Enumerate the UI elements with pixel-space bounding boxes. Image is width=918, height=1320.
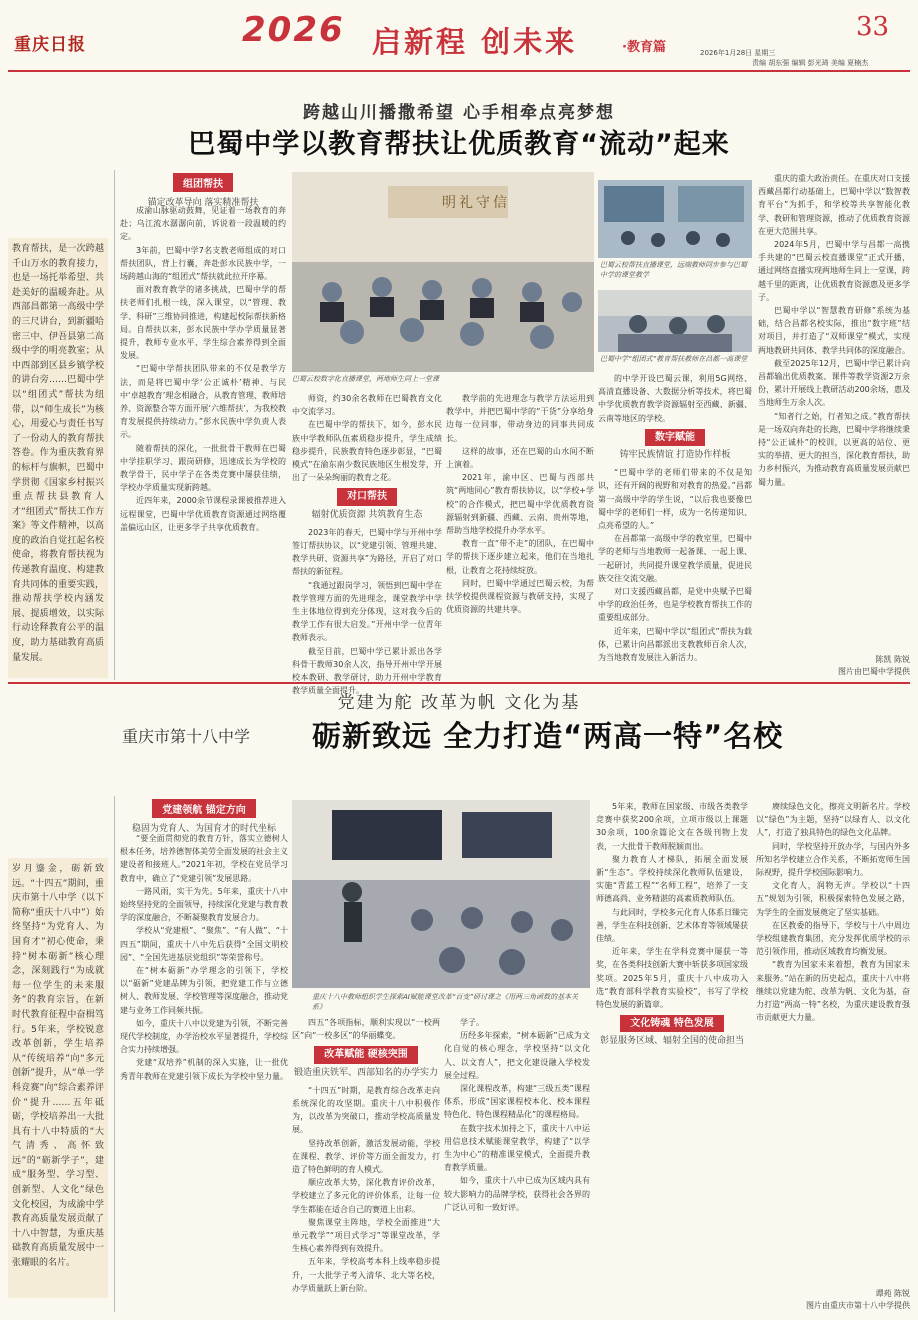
paragraph: 面对教育教学的诸多挑战，巴蜀中学的帮扶老师们扎根一线，深入课堂，以“管理、教学、科研”三维协同推进，构建起校际帮扶新格局。自帮扶以来，彭水民族中学办学质量显著提升，教师专业水平、学生综合素养得到全面发展。: [120, 285, 286, 361]
paragraph: “要全面贯彻党的教育方针，落实立德树人根本任务，培养德智体美劳全面发展的社会主义建设者和接班人。”2021年初，学校在党员学习教育中，确立了“党建引领”发展思路。: [120, 834, 288, 883]
paragraph: 聚焦课堂主阵地，学校全面推进“大单元教学”“项目式学习”等课堂改革，学生核心素养得到有效提升。: [292, 1217, 440, 1254]
paragraph: 如今，重庆十八中已成为区域内具有较大影响力的品牌学校，获得社会各界的广泛认可和一致好评。: [444, 1176, 590, 1212]
article1-main-photo: [292, 172, 594, 372]
paragraph: 历经多年探索，“树本砺新”已成为文化自觉的核心理念，学校坚持“以文化人、以文育人”，把文化建设融入学校发展全过程。: [444, 1031, 590, 1080]
paragraph: 2023年的春天，巴蜀中学与开州中学签订帮扶协议，以“党建引领、管理共建、教学共研、资源共享”为路径，开启了对口帮扶的新征程。: [292, 527, 442, 577]
slogan: 启新程 创未来: [372, 25, 578, 59]
paragraph: 截至目前，巴蜀中学已累计派出各学科骨干教师30余人次，指导开州中学开展校本教研、教学研讨，助力开州中学教育教学质量全面提升。: [292, 646, 442, 696]
paragraph: 随着帮扶的深化，一批批骨干教师在巴蜀中学挂职学习、跟岗研修，迅速成长为学校的教学骨干，民中学子在各类竞赛中屡获佳绩，学校办学质量实现新跨越。: [120, 443, 286, 493]
article1-photo-bottom: [598, 290, 752, 352]
paragraph: 教学前的先进理念与教学方法运用到教学中，并把巴蜀中学的“干货”分享给身边每一位同事，带动身边的同事共同成长。: [446, 394, 594, 443]
article2-column-4: [596, 800, 748, 1310]
article2-main-photo: [292, 800, 590, 988]
article1-column-1: [120, 204, 286, 678]
paragraph: 教育一直“带不走”的团队，在巴蜀中学的帮扶下逐步建立起来，他们在当地扎根，让教育之花持续绽放。: [446, 539, 594, 575]
paragraph: 近年来，巴蜀中学以“组团式”帮扶为载体，已累计向昌都派出支教教师百余人次，为当地教育发展注入新活力。: [598, 626, 752, 663]
article1-photo-credit: 图片由巴蜀中学提供: [838, 667, 910, 676]
paragraph: 顺应改革大势，深化教育评价改革，学校建立了多元化的评价体系，让每一位学生都能在适合自己的赛道上出彩。: [292, 1178, 440, 1214]
paragraph: 近年来，学生在学科竞赛中屡获一等奖，在各类科技创新大赛中斩获多项国家级奖项。2025年5月，重庆十八中成功入选“教育部科学教育实验校”，书写了学校特色发展的新篇章。: [596, 947, 748, 1010]
paragraph: 3年前，巴蜀中学7名支教老师组成的对口帮扶团队，背上行囊，奔赴彭水民族中学，一场跨越山海的“组团式”帮扶就此拉开序幕。: [120, 245, 286, 282]
paragraph: 学校从“党建根”、“聚焦”、“有人做”、“十四五”期间，重庆十八中先后获得“全国文明校园”、“全国先进基层党组织”等荣誉称号。: [120, 926, 288, 962]
article2-sidebar: 岁月鎏金，砺新致远。“十四五”期间，重庆市第十八中学（以下简称“重庆十八中”）始终坚持“为党育人、为国育才”初心使命，秉持“树本砺新”核心理念，深刻践行“为成就每一位学生的未来服务”的教育宗旨，在新时代教育征程中奋楫笃行。5年来，学校锐意改革创新，学生培养从“传统培养”向“多元创新”提升，从“单一学科竞赛”向“综合素养评价”提升……五年砥砺，学校培养出一大批具有十八中特质的“大气清秀、高怀致远”的“砺新学子”，建成“服务型、学习型、创新型、人文化”绿色文化校园，为成渝中学教育高质量发展贡献了十八中智慧，为重庆基础教育高质量发展中一张耀眼的名片。: [8, 858, 108, 1298]
paragraph: 截至2025年12月，巴蜀中学已累计向昌都输出优质教案、课件等教学资源2万余份，累计开展线上教研活动200余场，惠及当地师生万余人次。: [758, 358, 910, 408]
article1-photo-top-caption: 巴蜀云校帮扶直播课堂，远端教师同步参与巴蜀中学的课堂教学: [600, 261, 747, 279]
tag-subtitle: 稳固为党育人、为国育才的时代坐标: [131, 824, 276, 834]
paragraph: 在数字技术加持之下，重庆十八中运用信息技术赋能课堂教学，构建了“以学生为中心”的精准课堂模式，全面提升教育教学质量。: [444, 1123, 590, 1173]
tag-label: 改革赋能 硬核突围: [314, 1046, 417, 1063]
paragraph: “巴蜀中学帮扶团队带来的不仅是教学方法，而是将巴蜀中学‘公正诚朴’精神、与民中‘卓越教育’理念相融合，从教育管理、教师培养、资源整合等方面开展‘六维帮扶’，为我校教育发展提供持续动力。”彭水民族中学负责人表示。: [120, 364, 286, 440]
article2-tag-3: [596, 1015, 748, 1048]
article2-column-3: [444, 1016, 590, 1310]
remote-class-photo-graphic: [598, 180, 752, 258]
article2-tag-1: [118, 798, 290, 834]
article1-photo-top: [598, 180, 752, 258]
paragraph: “教育为国家未来着想，教育为国家未来服务。”站在新的历史起点，重庆十八中将继续以党建为舵、改革为帆、文化为基，奋力打造“两高一特”名校，为重庆建设教育强市贡献更大力量。: [756, 960, 910, 1023]
article2-subtitle: 党建为舵 改革为帆 文化为基: [337, 693, 581, 713]
tag-subtitle: 彰显服务区域、辐射全国的使命担当: [599, 1036, 744, 1047]
tag-subtitle: 锚定改革导向 落实精准帮扶: [147, 198, 259, 208]
paragraph: 如今，重庆十八中以党建为引领，不断完善现代学校制度，办学治校水平显著提升，学校综合实力持续增强。: [120, 1018, 288, 1055]
article1-main-photo-caption: 巴蜀云校数字化直播课堂，两地师生同上一堂课: [292, 375, 439, 383]
paragraph: “我通过跟岗学习，领悟到巴蜀中学在教学管理方面的先进理念，课堂教学中学生主体地位得到充分体现，这对我今后的教学工作有很大启发。”开州中学一位青年教师表示。: [292, 580, 442, 643]
article1-headline: 巴蜀中学以教育帮扶让优质教育“流动”起来: [188, 129, 730, 160]
tag-label: 党建领航 锚定方向: [152, 799, 255, 818]
paragraph: 坚持改革创新，激活发展动能，学校在课程、教学、评价等方面全面发力，打造了特色鲜明的育人模式。: [292, 1138, 440, 1175]
paragraph: 赓续绿色文化，擦亮文明新名片。学校以“绿色”为主题，坚持“以绿育人、以文化人”，打造了独具特色的绿色文化品牌。: [756, 802, 910, 838]
paragraph: 在昌都第一高级中学的教室里，巴蜀中学的老师与当地教师一起备课、一起上课、一起研讨，共同提升课堂教学质量，促进民族交往交流交融。: [598, 534, 752, 583]
paragraph: 聚力教育人才梯队，拓展全面发展新“生态”。学校持续深化教师队伍建设，实施“青蓝工程”“名师工程”，培养了一支师德高尚、业务精湛的高素质教师队伍。: [596, 854, 748, 904]
column-rule: [114, 170, 115, 680]
paragraph: “知者行之始，行者知之成。”教育帮扶是一场双向奔赴的长跑，巴蜀中学将继续秉持“公正诚朴”的校训，以更高的站位、更实的举措、更大的担当，深化教育帮扶，助力乡村振兴，为推动教育高质量发展贡献巴蜀力量。: [758, 411, 910, 487]
year-title: 2026: [242, 10, 345, 50]
tutoring-photo-graphic: [598, 290, 752, 352]
article1-tag-2: [292, 488, 442, 521]
masthead: [0, 0, 918, 66]
article1-tag-3: [598, 429, 752, 462]
paragraph: “十四五”时期，是教育综合改革走向系统深化的攻坚期。重庆十八中积极作为，以改革为突破口，推动学校高质量发展。: [292, 1085, 440, 1135]
tag-subtitle: 辐射优质资源 共筑教育生态: [311, 509, 423, 520]
photo-banner-text: 明礼守信: [442, 195, 510, 211]
paragraph: 5年来，教师在国家级、市级各类教学竞赛中获奖200余项，立项市级以上课题30余项，100余篇论文在各级刊物上发表，一大批骨干教师脱颖而出。: [596, 802, 748, 851]
article2-photo-credit: 图片由重庆市第十八中学提供: [806, 1301, 910, 1310]
article2-school: 重庆市第十八中学: [122, 727, 251, 746]
paragraph: 对口支援西藏昌都，是党中央赋予巴蜀中学的政治任务，也是学校教育帮扶工作的重要组成部分。: [598, 587, 752, 623]
article1-column-2: [292, 392, 442, 696]
article1-tag-1: [118, 172, 288, 208]
lab-classroom-photo-graphic: [292, 800, 590, 988]
article2-column-5: [756, 800, 910, 1282]
article2-headline: 砺新致远 全力打造“两高一特”名校: [312, 719, 784, 753]
tag-subtitle: 锻造重庆铁军、西部知名的办学实力: [293, 1067, 438, 1078]
tag-label: 对口帮扶: [337, 488, 397, 505]
paragraph: “巴蜀中学的老师们带来的不仅是知识，还有开阔的视野和对教育的热爱。”昌都第一高级中学的学生说，“以后我也要像巴蜀中学的老师们一样，成为一名传递知识、点亮希望的人。”: [598, 468, 752, 531]
article2-author: 谭苑 陈锐: [875, 1289, 910, 1298]
article1-sidebar: 教育帮扶，是一次跨越千山万水的教育接力，也是一场托举希望、共赴美好的温暖奔赴。从西部昌都第一高级中学的三尺讲台，到新疆哈密三中、伊吾县第二高级中学的明亮教室；从中西部到区县乡镇学校的讲台旁……巴蜀中学以“组团式”帮扶为纽带，以“师生成长”为核心，用爱心与责任书写了一份动人的教育帮扶答卷。作为重庆教育界的标杆与旗帜，巴蜀中学贯彻《国家乡村振兴重点帮扶县教育人才“组团式”帮扶工作方案》等文件精神，以高度的政治自觉扛起名校使命，将教育帮扶视为传递教育温度、构建教育共同体的重要实践，推动帮扶学校内涵发展、提质增效，以实际行动诠释教育公平的温度，助力基础教育高质量发展。: [8, 238, 108, 678]
paragraph: 2021年，渝中区、巴蜀与西部共筑“两地同心”教育帮扶协议，以“学校+学校”的合作模式，把巴蜀中学优质教育资源辐射到新疆、西藏、云南、贵州等地，帮助当地学校提升办学水平。: [446, 473, 594, 536]
paragraph: 在区教委的指导下，学校与十八中周边学校组建教育集团，充分发挥优质学校的示范引领作用，推动区域教育均衡发展。: [756, 920, 910, 957]
paragraph: 与此同时，学校多元化育人体系日臻完善，学生在科技创新、艺术体育等领域屡获佳绩。: [596, 907, 748, 944]
article1-subtitle: 跨越山川播撒希望 心手相牵点亮梦想: [303, 103, 615, 123]
paragraph: 成渝山脉驱动鼓舞，见证着一场教育的奔赴；乌江流水潺潺向前，诉说着一段温暖的约定。: [120, 206, 286, 242]
paragraph: 重庆的重大政治责任。在重庆对口支援西藏昌都行动基础上，巴蜀中学以“数智教育平台”为抓手，和学校等共享智能化教学、教研和管理资源，推动了优质教育资源在更大范围共享。: [758, 174, 910, 236]
article2-column-1: [120, 832, 288, 1310]
paragraph: 近四年来，2000余节课程录课被推荐进入远程课堂，巴蜀中学优质教育资源通过网络覆盖偏远山区，让更多学子共享优质教育。: [120, 496, 286, 532]
tag-label: 文化铸魂 特色发展: [620, 1015, 723, 1032]
paragraph: 文化育人，润物无声。学校以“十四五”规划为引领，积极探索特色发展之路，为学生的全面发展奠定了坚实基础。: [756, 881, 910, 917]
paragraph: 同时，学校坚持开放办学，与国内外多所知名学校建立合作关系，不断拓宽师生国际视野，提升学校国际影响力。: [756, 841, 910, 878]
article1-column-5: [758, 172, 910, 652]
article2-column-2: [292, 1016, 440, 1310]
paragraph: 学子。: [460, 1018, 484, 1027]
newspaper-logo: 重庆日报: [14, 35, 86, 55]
editors-line: 责编 胡东强 编辑 彭光琦 美编 夏楠杰: [752, 59, 869, 67]
page-number: 33: [856, 12, 890, 42]
article1-photo-bottom-caption: 巴蜀中学“组团式”教育帮扶教师在昌都一高课堂: [600, 355, 748, 363]
tag-label: 数字赋能: [645, 429, 705, 446]
paragraph: 一路风雨，实干为先。5年来，重庆十八中始终坚持党的全面领导，持续深化党建与教育教学的深度融合，不断凝聚教育发展合力。: [120, 886, 288, 923]
tag-subtitle: 铸牢民族情谊 打造协作样板: [619, 450, 731, 461]
paragraph: 的中学开设巴蜀云课，利用5G网络、高清直播设备、大数据分析等技术，将巴蜀中学优质教育教学资源辐射至西藏、新疆、云南等地区的学校。: [598, 374, 752, 423]
paragraph: 五年来，学校高考本科上线率稳步提升，一大批学子考入清华、北大等名校，办学质量跃上新台阶。: [292, 1257, 440, 1293]
paragraph: 党建“双培养”机制的深入实施，让一批优秀青年教师在党建引领下成长为学校中坚力量。: [120, 1058, 288, 1081]
paragraph: 巴蜀中学以“智慧教育研修”系统为基础，结合昌都名校实际，推出“数字班”结对项目，并打造了“双师课堂”模式，实现两地教研共同体、教学共同体的深度融合。: [758, 306, 910, 355]
paragraph: 在“树本砺新”办学理念的引领下，学校以“砺新”党建品牌为引领，把党建工作与立德树人、教师发展、学校管理等深度融合，推动党建与业务工作同频共振。: [120, 966, 288, 1015]
article2-tag-2: [292, 1046, 440, 1079]
paragraph: 同时，巴蜀中学通过巴蜀云校，为帮扶学校提供课程资源与教研支持，实现了优质资源的共建共享。: [446, 578, 594, 615]
paragraph: 四五”各项指标，顺利实现以“一校两区”向“一校多区”的华丽蝶变。: [292, 1018, 440, 1041]
tag-label: 组团帮扶: [173, 173, 233, 192]
article1-column-3: [446, 392, 594, 678]
masthead-divider: [8, 70, 910, 72]
article1-column-4: [598, 372, 752, 678]
paragraph: 深化课程改革，构建“三级五类”课程体系，形成“国家课程校本化、校本课程特色化、特色课程精品化”的课程格局。: [444, 1084, 590, 1120]
dateline: 2026年1月28日 星期三: [700, 49, 776, 57]
paragraph: 在巴蜀中学的帮扶下，如今，彭水民族中学教师队伍素质稳步提升，学生成绩稳步提升，民族教育特色逐步彰显，“巴蜀模式”在渝东南少数民族地区生根发芽，开出了一朵朵绚丽的教育之花。: [292, 420, 442, 483]
article2-photo-caption: 重庆十八中教师组织学生探索AI赋能课堂改革“百变”研讨课之《用两三角函数的基本关系》: [312, 993, 579, 1011]
section-label: ·教育篇: [622, 40, 666, 55]
paragraph: 师资，约30余名教师在巴蜀教育文化中交流学习。: [292, 394, 442, 417]
column-rule: [114, 796, 115, 1312]
article-divider: [8, 682, 910, 684]
article1-author: 陈凯 陈锐: [875, 655, 910, 664]
paragraph: 这样的故事，还在巴蜀的山水间不断上演着。: [446, 446, 594, 470]
paragraph: 2024年5月，巴蜀中学与昌都一高携手共建的“巴蜀云校直播课堂”正式开播，通过网络直播实现两地师生同上一堂课，跨越千里的距离，让优质教育资源惠及更多学子。: [758, 240, 910, 302]
